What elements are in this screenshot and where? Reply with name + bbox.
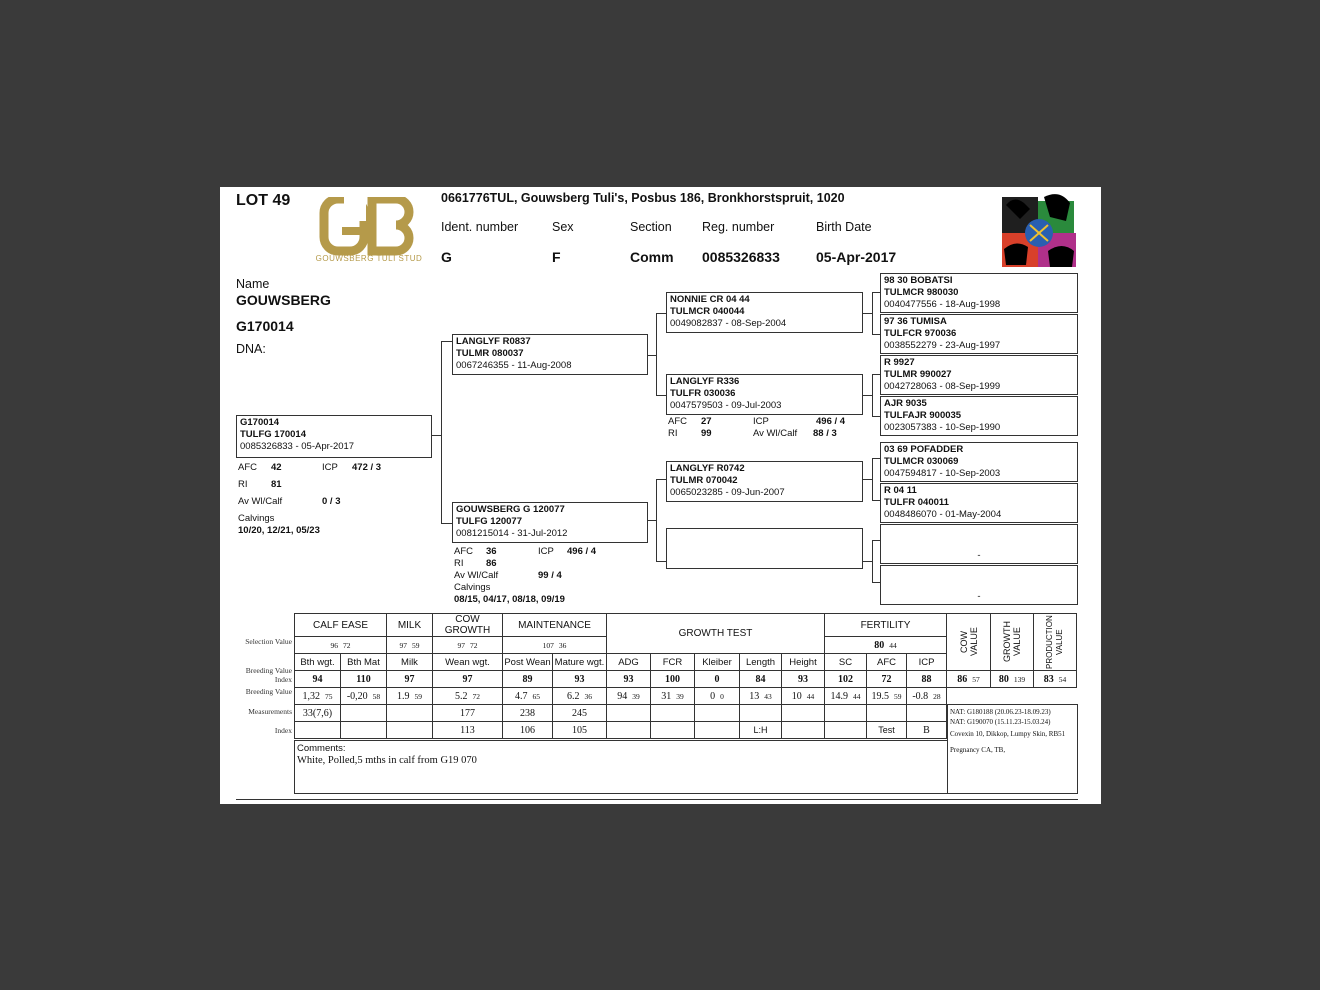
dam-afc-label: AFC: [454, 546, 473, 557]
sd-avwc-label: Av Wl/Calf: [753, 428, 798, 439]
connector: [872, 540, 873, 582]
column-header: Bth wgt.: [295, 654, 341, 671]
note-2: NAT: G190070 (15.11.23-15.03.24): [950, 718, 1051, 726]
birth-value: 05-Apr-2017: [816, 249, 897, 265]
bottom-rule: [236, 799, 1078, 800]
column-header: AFC: [867, 654, 907, 671]
idx-empty: [295, 722, 341, 739]
bv-index-label-2: Index: [274, 675, 292, 684]
catalogue-card: [220, 187, 1101, 804]
breeding-value: -0.8: [912, 690, 929, 702]
connector: [441, 341, 442, 523]
subject-name: G170014: [240, 417, 280, 428]
column-header: SC: [825, 654, 867, 671]
note-1: NAT: G180188 (20.06.23-18.09.23): [950, 708, 1051, 716]
breeding-value-cell: [825, 688, 867, 705]
pedigree-subject: [236, 415, 432, 458]
idx-length: L:H: [740, 722, 782, 739]
cow-value-label: COW VALUE: [958, 627, 979, 657]
subject-icp: 472 / 3: [352, 462, 382, 473]
connector: [872, 374, 880, 375]
pedigree-gg-4: [880, 396, 1078, 436]
gg1-birth: 0040477556 - 18-Aug-1998: [884, 299, 1001, 310]
ident-label: Ident. number: [441, 220, 519, 234]
header-cow-value: [947, 614, 991, 671]
health-notes: [947, 704, 1078, 794]
bv-index-row: [295, 671, 1077, 688]
bv-index-cell: 110: [341, 671, 387, 688]
idx-empty: [651, 722, 695, 739]
reg-label: Reg. number: [702, 220, 775, 234]
connector: [656, 479, 666, 480]
breed-society-logo-icon: [1000, 191, 1080, 269]
dam-avwc-label: Av Wl/Calf: [454, 570, 499, 581]
connector: [872, 458, 873, 500]
connector: [656, 395, 666, 396]
column-header: Milk: [387, 654, 433, 671]
idx-empty: [695, 722, 740, 739]
sd-icp-label: ICP: [753, 416, 769, 427]
sel-milk-acc: 59: [412, 640, 420, 650]
owner-address: 0661776TUL, Gouwsberg Tuli's, Posbus 186, Bronkhorstspruit, 1020: [441, 191, 845, 205]
connector: [441, 523, 452, 524]
stud-logo-text: GOUWSBERG TULI STUD: [315, 254, 423, 263]
breeding-accuracy: 65: [532, 691, 540, 701]
pedigree-gg-5: [880, 442, 1078, 482]
idx-mature: 105: [553, 722, 607, 739]
ident-value: G: [441, 249, 452, 265]
measurements-label: Measurements: [248, 707, 292, 716]
sel-fertility-acc: 44: [889, 640, 897, 650]
gg5-name: 03 69 POFADDER: [884, 444, 964, 455]
bv-index-cell: 102: [825, 671, 867, 688]
production-value-acc: 54: [1058, 674, 1067, 684]
connector: [872, 374, 873, 416]
animal-name: GOUWSBERG: [236, 292, 331, 308]
sel-cow-growth-acc: 72: [470, 640, 478, 650]
pedigree-gg-3: [880, 355, 1078, 395]
meas-empty: [341, 705, 387, 722]
breeding-value: 19.5: [871, 690, 889, 702]
idx-afc: Test: [867, 722, 907, 739]
cow-value-cell: [947, 671, 991, 688]
gg6-reg: TULFR 040011: [884, 497, 949, 508]
breeding-value: 13: [749, 690, 760, 702]
dam-name: GOUWSBERG G 120077: [456, 504, 565, 515]
pedigree-gg-2: [880, 314, 1078, 354]
pedigree-sire-sire: [666, 292, 863, 333]
column-header: Wean wgt.: [433, 654, 503, 671]
dam-afc: 36: [486, 546, 497, 557]
idx-empty: [825, 722, 867, 739]
connector: [872, 540, 880, 541]
breeding-value-cell: [607, 688, 651, 705]
meas-empty: [387, 705, 433, 722]
sire-reg: TULMR 080037: [456, 348, 524, 359]
ds-name: LANGLYF R0742: [670, 463, 745, 474]
production-value-label: PRODUCTION VALUE: [1045, 615, 1064, 669]
name-label: Name: [236, 277, 270, 291]
gg1-reg: TULMCR 980030: [884, 287, 959, 298]
sel-cow-growth: [433, 637, 503, 654]
ss-reg: TULMCR 040044: [670, 306, 745, 317]
pedigree-sire-dam: [666, 374, 863, 415]
bv-index-cell: 93: [782, 671, 825, 688]
breeding-value-row: [295, 688, 1077, 705]
bv-index-cell: 84: [740, 671, 782, 688]
meas-empty: [651, 705, 695, 722]
dna-label: DNA:: [236, 342, 266, 356]
breeding-value: 31: [661, 690, 672, 702]
pedigree-dam-sire: [666, 461, 863, 502]
bv-index-cell: 0: [695, 671, 740, 688]
breeding-accuracy: 72: [472, 691, 480, 701]
breeding-accuracy: 43: [764, 691, 772, 701]
meas-empty: [740, 705, 782, 722]
index-label: Index: [274, 726, 292, 735]
breeding-accuracy: 0: [720, 691, 724, 701]
breeding-accuracy: 59: [894, 691, 902, 701]
bv-index-cell: 97: [433, 671, 503, 688]
dam-avwc: 99 / 4: [538, 570, 562, 581]
subject-calvings-label: Calvings: [238, 513, 275, 524]
pedigree-gg-6: [880, 483, 1078, 523]
subject-avwc: 0 / 3: [322, 496, 341, 507]
breeding-accuracy: 75: [325, 691, 333, 701]
sd-reg: TULFR 030036: [670, 388, 736, 399]
breeding-accuracy: 58: [372, 691, 381, 701]
selection-value-label: Selection Value: [245, 637, 292, 646]
breeding-value: 4.7: [515, 690, 528, 702]
subject-ri-label: RI: [238, 479, 248, 490]
breeding-value-cell: [867, 688, 907, 705]
group-fertility: FERTILITY: [825, 614, 947, 637]
gg2-reg: TULFCR 970036: [884, 328, 957, 339]
breeding-accuracy: 39: [632, 691, 640, 701]
column-header: Length: [740, 654, 782, 671]
idx-icp: B: [907, 722, 947, 739]
pedigree-sire: [452, 334, 648, 375]
growth-value-acc: 139: [1013, 674, 1026, 684]
subject-calvings: 10/20, 12/21, 05/23: [238, 525, 320, 536]
subject-reg: TULFG 170014: [240, 429, 306, 440]
sire-name: LANGLYF R0837: [456, 336, 531, 347]
column-header: Kleiber: [695, 654, 740, 671]
breeding-value-label: Breeding Value: [245, 687, 292, 696]
note-4: Pregnancy CA, TB,: [950, 746, 1006, 754]
connector: [872, 582, 880, 583]
lot-number: LOT 49: [236, 192, 291, 209]
connector: [872, 292, 880, 293]
meas-empty: [782, 705, 825, 722]
gg5-birth: 0047594817 - 10-Sep-2003: [884, 468, 1001, 479]
meas-mature: 245: [553, 705, 607, 722]
sel-calf-ease-value: 96: [330, 640, 338, 650]
ds-birth: 0065023285 - 09-Jun-2007: [670, 487, 785, 498]
sel-milk-value: 97: [399, 640, 407, 650]
sel-maintenance: [503, 637, 607, 654]
dam-icp-label: ICP: [538, 546, 554, 557]
idx-empty: [607, 722, 651, 739]
breeding-value-cell: [907, 688, 947, 705]
connector: [872, 334, 880, 335]
idx-empty: [387, 722, 433, 739]
column-header: FCR: [651, 654, 695, 671]
bv-index-cell: 100: [651, 671, 695, 688]
dam-birth: 0081215014 - 31-Jul-2012: [456, 528, 568, 539]
pedigree-dam: [452, 502, 648, 543]
gg1-name: 98 30 BOBATSI: [884, 275, 953, 286]
connector: [441, 341, 452, 342]
gg3-birth: 0042728063 - 08-Sep-1999: [884, 381, 1001, 392]
ds-reg: TULMR 070042: [670, 475, 738, 486]
ss-name: NONNIE CR 04 44: [670, 294, 750, 305]
gg5-reg: TULMCR 030069: [884, 456, 959, 467]
sel-calf-ease-acc: 72: [343, 640, 351, 650]
gg6-name: R 04 11: [884, 485, 917, 496]
sel-cow-growth-value: 97: [457, 640, 465, 650]
meas-empty: [695, 705, 740, 722]
connector: [872, 458, 880, 459]
gg4-reg: TULFAJR 900035: [884, 410, 962, 421]
pedigree-gg-7: [880, 524, 1078, 564]
sel-maintenance-value: 107: [542, 640, 554, 650]
comments-box: [294, 740, 948, 794]
sd-ri-label: RI: [668, 428, 678, 439]
idx-empty: [341, 722, 387, 739]
breeding-value-cell: [782, 688, 825, 705]
gg4-name: AJR 9035: [884, 398, 927, 409]
breeding-value-cell: [433, 688, 503, 705]
breeding-value-cell: [295, 688, 341, 705]
ss-birth: 0049082837 - 08-Sep-2004: [670, 318, 787, 329]
gg3-reg: TULMR 990027: [884, 369, 952, 380]
gg2-name: 97 36 TUMISA: [884, 316, 947, 327]
sel-milk: [387, 637, 433, 654]
subject-ri: 81: [271, 479, 282, 490]
cow-value-acc: 57: [972, 674, 980, 684]
group-cow-growth: COW GROWTH: [433, 614, 503, 637]
column-header: Bth Mat: [341, 654, 387, 671]
dam-ri: 86: [486, 558, 497, 569]
sd-name: LANGLYF R336: [670, 376, 740, 387]
sel-calf-ease: [295, 637, 387, 654]
subject-afc-label: AFC: [238, 462, 257, 473]
growth-value-cell: [991, 671, 1034, 688]
production-value: 83: [1043, 673, 1054, 685]
breeding-accuracy: 39: [676, 691, 684, 701]
connector: [656, 561, 666, 562]
sel-maintenance-acc: 36: [558, 640, 567, 650]
breeding-value-cell: [740, 688, 782, 705]
breeding-value: 6.2: [567, 690, 580, 702]
sd-afc: 27: [701, 416, 712, 427]
breeding-value: 1,32: [302, 690, 320, 702]
bv-index-cell: 93: [553, 671, 607, 688]
growth-value: 80: [998, 673, 1009, 685]
animal-id: G170014: [236, 318, 294, 334]
connector: [872, 500, 880, 501]
idx-postwean: 106: [503, 722, 553, 739]
meas-empty: [825, 705, 867, 722]
gg8-empty: -: [977, 591, 981, 602]
breeding-accuracy: 44: [853, 691, 861, 701]
breeding-value: 5.2: [455, 690, 468, 702]
sel-fertility: [825, 637, 947, 654]
breeding-value: 10: [791, 690, 802, 702]
subject-icp-label: ICP: [322, 462, 338, 473]
connector: [656, 313, 657, 395]
gg3-name: R 9927: [884, 357, 915, 368]
breeding-value-cell: [651, 688, 695, 705]
breeding-value-cell: [341, 688, 387, 705]
bv-index-cell: 88: [907, 671, 947, 688]
sd-birth: 0047579503 - 09-Jul-2003: [670, 400, 782, 411]
column-header: ICP: [907, 654, 947, 671]
gg2-birth: 0038552279 - 23-Aug-1997: [884, 340, 1001, 351]
reg-value: 0085326833: [702, 249, 780, 265]
meas-wean: 177: [433, 705, 503, 722]
breeding-accuracy: 28: [933, 691, 941, 701]
gg4-birth: 0023057383 - 10-Sep-1990: [884, 422, 1001, 433]
column-header: ADG: [607, 654, 651, 671]
group-calf-ease: CALF EASE: [295, 614, 387, 637]
section-value: Comm: [630, 249, 674, 265]
pedigree-dam-dam-empty: [666, 528, 863, 569]
dam-calvings: 08/15, 04/17, 08/18, 09/19: [454, 594, 565, 605]
gg7-empty: -: [977, 550, 981, 561]
header-growth-value: [991, 614, 1034, 671]
column-header: Post Wean: [503, 654, 553, 671]
dam-calvings-label: Calvings: [454, 582, 491, 593]
column-header: Mature wgt.: [553, 654, 607, 671]
subject-afc: 42: [271, 462, 282, 473]
dam-reg: TULFG 120077: [456, 516, 522, 527]
breeding-value-cell: [503, 688, 553, 705]
column-header: Height: [782, 654, 825, 671]
bv-index-cell: 93: [607, 671, 651, 688]
bv-index-cell: 89: [503, 671, 553, 688]
note-3: Covexin 10, Dikkop, Lumpy Skin, RB51: [950, 730, 1066, 738]
gg6-birth: 0048486070 - 01-May-2004: [884, 509, 1002, 520]
breeding-value: -0,20: [346, 690, 368, 702]
breeding-value-cell: [387, 688, 433, 705]
birth-label: Birth Date: [816, 220, 872, 234]
bv-index-label-1: Breeding Value: [245, 666, 292, 675]
growth-value-label: GROWTH VALUE: [1002, 621, 1022, 663]
group-growth-test: GROWTH TEST: [607, 614, 825, 654]
breeding-value: 0: [710, 690, 716, 702]
breeding-accuracy: 59: [414, 691, 422, 701]
breeding-value-cell: [695, 688, 740, 705]
breeding-value-cell: [553, 688, 607, 705]
comments-text: White, Polled,5 mths in calf from G19 070: [297, 755, 477, 766]
connector: [872, 416, 880, 417]
breeding-value: 94: [617, 690, 628, 702]
sd-afc-label: AFC: [668, 416, 687, 427]
sd-avwc: 88 / 3: [813, 428, 837, 439]
breeding-accuracy: 36: [584, 691, 592, 701]
dam-icp: 496 / 4: [567, 546, 597, 557]
subject-avwc-label: Av Wl/Calf: [238, 496, 283, 507]
sd-icp: 496 / 4: [816, 416, 846, 427]
idx-wean: 113: [433, 722, 503, 739]
pedigree-gg-1: [880, 273, 1078, 313]
comments-label: Comments:: [297, 743, 346, 754]
meas-postwean: 238: [503, 705, 553, 722]
connector: [872, 292, 873, 334]
sel-fertility-value: 80: [874, 639, 885, 651]
bv-index-cell: 97: [387, 671, 433, 688]
bv-index-cell: 94: [295, 671, 341, 688]
dam-ri-label: RI: [454, 558, 464, 569]
pedigree-gg-8: [880, 565, 1078, 605]
group-maintenance: MAINTENANCE: [503, 614, 607, 637]
sex-label: Sex: [552, 220, 574, 234]
connector: [656, 313, 666, 314]
meas-bth: 33(7,6): [295, 705, 341, 722]
breeding-value: 14.9: [830, 690, 848, 702]
bv-index-cell: 72: [867, 671, 907, 688]
breeding-value: 1.9: [397, 690, 410, 702]
meas-empty: [867, 705, 907, 722]
subject-birth: 0085326833 - 05-Apr-2017: [240, 441, 355, 452]
sd-ri: 99: [701, 428, 712, 439]
breeding-accuracy: 44: [806, 691, 815, 701]
sire-birth: 0067246355 - 11-Aug-2008: [456, 360, 572, 371]
header-production-value: [1034, 614, 1077, 671]
meas-empty: [907, 705, 947, 722]
connector: [656, 479, 657, 561]
idx-empty: [782, 722, 825, 739]
section-label: Section: [630, 220, 672, 234]
sex-value: F: [552, 249, 561, 265]
meas-empty: [607, 705, 651, 722]
production-value-cell: [1034, 671, 1077, 688]
group-milk: MILK: [387, 614, 433, 637]
cow-value: 86: [957, 673, 968, 685]
